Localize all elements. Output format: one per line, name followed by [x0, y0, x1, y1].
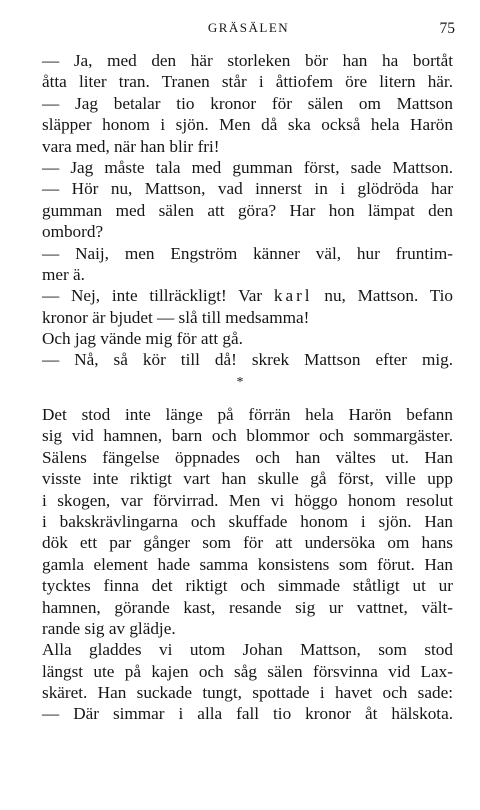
text-line: sig vid hamnen, barn och blommor och sommargäster.: [42, 426, 453, 446]
running-title: GRÄSÄLEN: [207, 20, 290, 35]
text-line: — Ja, med den här storleken bör han ha bortåt: [42, 51, 453, 70]
text-line: ombord?: [42, 222, 104, 242]
text-line: Alla gladdes vi utom Johan Mattson, som stod: [42, 640, 453, 660]
text-line: tycktes finna det riktigt och simmade ståtligt ut ur: [42, 576, 453, 596]
text-line: — Naij, men Engström känner väl, hur fruntim-: [42, 243, 453, 263]
text-line: längst ute på kajen och såg sälen försvinna vid Lax-: [42, 661, 453, 681]
text-line: visste inte riktigt vart han skulle gå först, ville upp: [42, 469, 453, 489]
text-line: — Hör nu, Mattson, vad innerst in i glödröda har: [42, 179, 453, 199]
text-line: i skogen, var förvirrad. Men vi höggo honom resolut: [42, 490, 453, 510]
text-fragment: — Nej, inte tillräckligt! Var: [42, 286, 274, 306]
text-line: rande sig av glädje.: [42, 618, 176, 638]
text-line: — Jag betalar tio kronor för sälen om Mattson: [42, 93, 453, 113]
text-line: åtta liter tran. Tranen står i åttiofem öre litern här.: [42, 72, 453, 92]
text-line: släpper honom i sjön. Men då ska också hela Harön: [42, 115, 453, 135]
dialogue-section: [42, 50, 453, 371]
text-line: — Jag måste tala med gumman först, sade Mattson.: [42, 157, 453, 177]
text-line: Det stod inte länge på förrän hela Harön befann: [42, 405, 453, 424]
text-line: skäret. Han suckade tungt, spottade i havet och sade:: [42, 683, 453, 703]
text-line: hamnen, görande kast, resande sig ur vattnet, vält-: [42, 597, 453, 617]
section-divider-asterisk: *: [236, 375, 244, 390]
page-number: 75: [439, 20, 455, 37]
text-line: dök ett par gånger som för att undersöka om hans: [42, 533, 453, 553]
text-line: — Nå, så kör till då! skrek Mattson efter mig.: [42, 350, 453, 370]
text-line: gumman med sälen att göra? Har hon lämpat den: [42, 200, 453, 220]
text-line: — Där simmar i alla fall tio kronor åt hälskota.: [42, 704, 453, 724]
text-line: kronor är bjudet — slå till medsamma!: [42, 307, 310, 327]
text-fragment: nu, Mattson. Tio: [312, 286, 453, 306]
text-line: Sälens fängelse öppnades och han vältes ut. Han: [42, 447, 453, 467]
spaced-emphasis-word: karl: [273, 286, 313, 306]
text-line-spaced-emphasis: [42, 285, 453, 306]
narrative-section: [42, 404, 453, 725]
text-line: Och jag vände mig för att gå.: [42, 329, 243, 349]
text-line: vara med, när han blir fri!: [42, 136, 220, 156]
text-line: gamla element hade samma konsistens som förut. Han: [42, 554, 453, 574]
text-line: mer ä.: [42, 264, 85, 284]
page-header: [42, 20, 455, 40]
text-line: i bakskrävlingarna och skuffade honom i sjön. Han: [42, 511, 453, 531]
